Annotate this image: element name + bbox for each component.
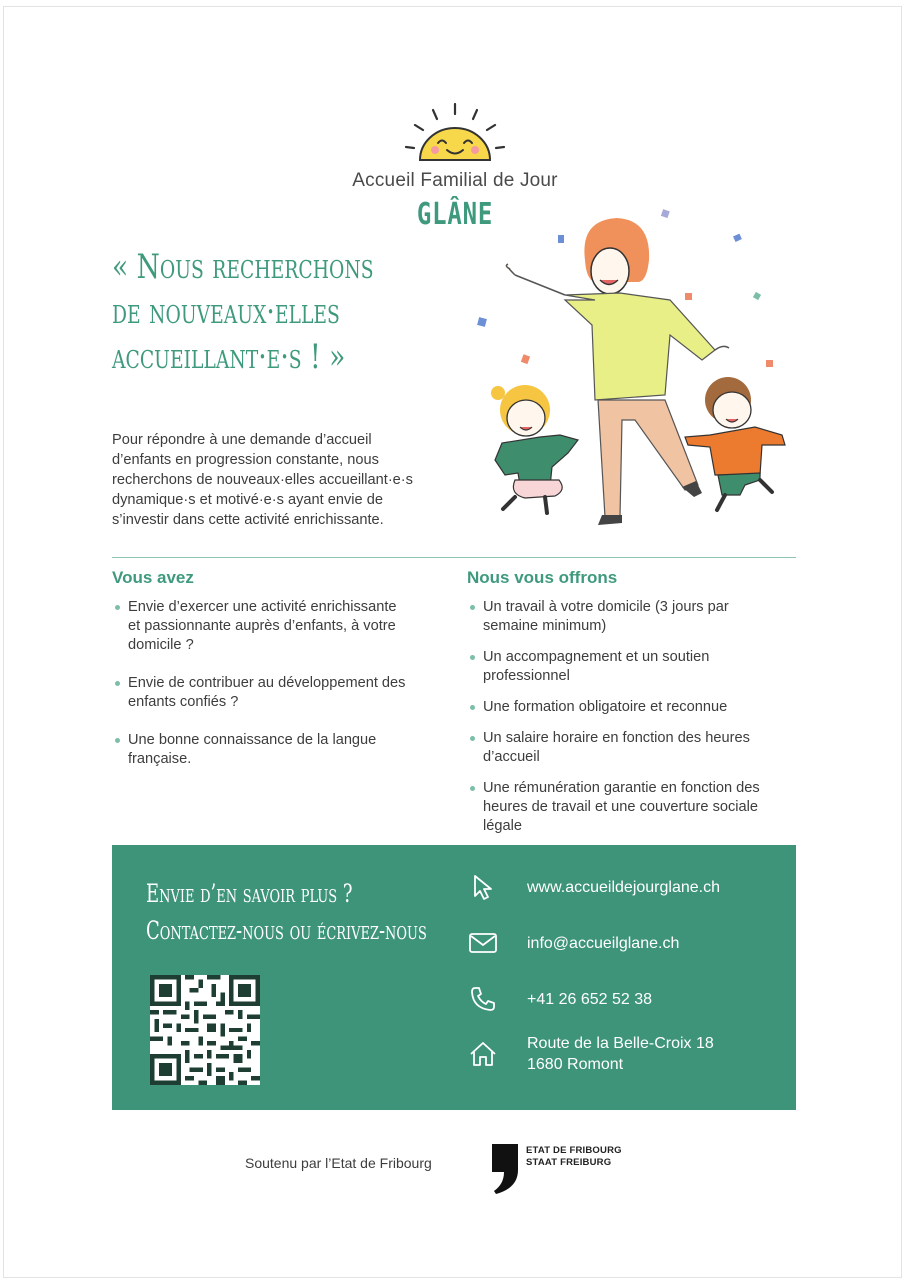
sponsor-text: Soutenu par l’Etat de Fribourg bbox=[245, 1155, 432, 1171]
list-item-line: et passionnante auprès d’enfants, à votre bbox=[128, 618, 396, 634]
state-name-line: ETAT DE FRIBOURG bbox=[526, 1145, 622, 1156]
headline bbox=[112, 245, 377, 380]
nous-offrons-title: Nous vous offrons bbox=[467, 568, 618, 587]
envelope-icon bbox=[466, 926, 500, 960]
headline-line: « Nous recherchons bbox=[112, 247, 374, 287]
list-item bbox=[467, 729, 797, 767]
intro-line: dynamique·s et motivé·e·s ayant envie de bbox=[112, 492, 383, 508]
email-row[interactable] bbox=[466, 926, 679, 960]
cta-line: Envie d’en savoir plus ? bbox=[146, 879, 353, 908]
list-item-line: Un travail à votre domicile (3 jours par bbox=[483, 599, 729, 615]
list-item bbox=[467, 648, 797, 686]
list-item-line: légale bbox=[483, 818, 522, 834]
contact-cta bbox=[146, 875, 427, 949]
state-name bbox=[526, 1145, 622, 1197]
address-line: 1680 Romont bbox=[527, 1056, 624, 1073]
qr-code[interactable] bbox=[150, 975, 260, 1085]
cta-line: Contactez-nous ou écrivez-nous bbox=[146, 916, 427, 945]
org-region: GLÂNE bbox=[416, 197, 494, 232]
sun-icon bbox=[398, 100, 512, 166]
home-icon bbox=[466, 1037, 500, 1071]
state-logo bbox=[490, 1142, 622, 1197]
list-item bbox=[112, 598, 432, 655]
phone-row[interactable] bbox=[466, 982, 652, 1016]
list-item bbox=[112, 731, 432, 769]
girl-figure bbox=[491, 385, 578, 513]
intro-line: Pour répondre à une demande d’accueil bbox=[112, 432, 372, 448]
address-row bbox=[466, 1033, 714, 1075]
intro-line: d’enfants en progression constante, nous bbox=[112, 452, 379, 468]
nous-offrons-list bbox=[467, 598, 797, 836]
state-name-line: STAAT FREIBURG bbox=[526, 1157, 612, 1168]
vous-avez-section bbox=[112, 568, 432, 788]
family-illustration bbox=[470, 205, 800, 530]
list-item-line: semaine minimum) bbox=[483, 618, 607, 634]
intro-line: recherchons de nouveaux·elles accueillant·e·s bbox=[112, 472, 413, 488]
org-name: Accueil Familial de Jour bbox=[352, 170, 558, 191]
contact-panel bbox=[112, 845, 796, 1110]
website-link[interactable]: www.accueildejourglane.ch bbox=[527, 878, 720, 896]
list-item-line: enfants confiés ? bbox=[128, 694, 239, 710]
list-item-line: domicile ? bbox=[128, 637, 194, 653]
vous-avez-list bbox=[112, 598, 432, 769]
vous-avez-title: Vous avez bbox=[112, 568, 194, 587]
email-link[interactable]: info@accueilglane.ch bbox=[527, 934, 680, 952]
section-divider bbox=[112, 557, 796, 558]
list-item-line: Une rémunération garantie en fonction des bbox=[483, 780, 760, 796]
headline-line: de nouveaux·elles bbox=[112, 292, 340, 332]
list-item-line: d’accueil bbox=[483, 749, 540, 765]
list-item-line: Une bonne connaissance de la langue bbox=[128, 732, 377, 748]
list-item-line: professionnel bbox=[483, 668, 570, 684]
phone-number[interactable]: +41 26 652 52 38 bbox=[527, 990, 653, 1008]
phone-icon bbox=[466, 982, 500, 1016]
list-item bbox=[467, 779, 797, 836]
headline-line: accueillant·e·s ! » bbox=[112, 337, 346, 377]
list-item-line: française. bbox=[128, 751, 192, 767]
nous-offrons-section bbox=[467, 568, 797, 848]
list-item-line: Un accompagnement et un soutien bbox=[483, 649, 710, 665]
intro-paragraph bbox=[112, 430, 442, 530]
list-item-line: Une formation obligatoire et reconnue bbox=[483, 699, 728, 715]
intro-line: s’investir dans cette activité enrichissante. bbox=[112, 512, 384, 528]
address bbox=[527, 1033, 714, 1075]
address-line: Route de la Belle-Croix 18 bbox=[527, 1035, 714, 1052]
list-item bbox=[112, 674, 432, 712]
list-item bbox=[467, 598, 797, 636]
list-item-line: Envie d’exercer une activité enrichissante bbox=[128, 599, 397, 615]
list-item-line: Un salaire horaire en fonction des heures bbox=[483, 730, 750, 746]
list-item-line: heures de travail et une couverture sociale bbox=[483, 799, 759, 815]
list-item bbox=[467, 698, 797, 717]
cursor-icon bbox=[466, 870, 500, 904]
state-comma-icon bbox=[490, 1142, 520, 1197]
list-item-line: Envie de contribuer au développement des bbox=[128, 675, 406, 691]
website-row[interactable] bbox=[466, 870, 720, 904]
